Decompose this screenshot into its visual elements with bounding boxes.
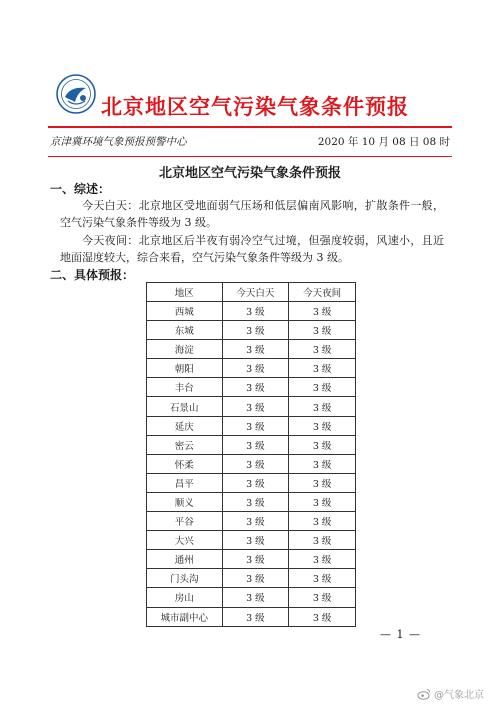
- table-row: [147, 492, 356, 511]
- cell-daytime-level: 3 级: [222, 531, 289, 550]
- table-row: [147, 569, 356, 588]
- table-row: [147, 512, 356, 531]
- column-header-night: 今天夜间: [289, 283, 356, 302]
- table-row: [147, 378, 356, 397]
- header-divider-top: [48, 126, 452, 128]
- table-row: [147, 454, 356, 473]
- cell-night-level: 3 级: [289, 492, 356, 511]
- cell-daytime-level: 3 级: [222, 302, 289, 321]
- cell-region: 丰台: [147, 378, 223, 397]
- cell-night-level: 3 级: [289, 588, 356, 607]
- watermark-text: @气象北京: [434, 690, 484, 701]
- cell-daytime-level: 3 级: [222, 607, 289, 626]
- cell-night-level: 3 级: [289, 607, 356, 626]
- cell-region: 朝阳: [147, 359, 223, 378]
- watermark: [417, 686, 484, 701]
- cell-night-level: 3 级: [289, 512, 356, 531]
- cell-night-level: 3 级: [289, 340, 356, 359]
- cell-daytime-level: 3 级: [222, 435, 289, 454]
- weibo-icon: [417, 688, 431, 700]
- cell-night-level: 3 级: [289, 569, 356, 588]
- cell-region: 海淀: [147, 340, 223, 359]
- cell-daytime-level: 3 级: [222, 588, 289, 607]
- cell-night-level: 3 级: [289, 378, 356, 397]
- table-row: [147, 340, 356, 359]
- banner-title: 北京地区空气污染气象条件预报: [101, 95, 409, 119]
- section-heading-summary: 一、综述：: [50, 182, 111, 196]
- table-row: [147, 588, 356, 607]
- cell-region: 昌平: [147, 473, 223, 492]
- cell-region: 门头沟: [147, 569, 223, 588]
- section-heading-forecast: 二、具体预报：: [50, 268, 135, 282]
- cell-daytime-level: 3 级: [222, 397, 289, 416]
- cell-region: 东城: [147, 321, 223, 340]
- cell-night-level: 3 级: [289, 550, 356, 569]
- cell-daytime-level: 3 级: [222, 512, 289, 531]
- table-row: [147, 302, 356, 321]
- forecast-table: [146, 282, 356, 627]
- issue-time: 2020 年 10 月 08 日 08 时: [317, 136, 450, 148]
- column-header-daytime: 今天白天: [222, 283, 289, 302]
- forecast-table-body: [147, 302, 356, 627]
- document-title: 北京地区空气污染气象条件预报: [158, 166, 341, 181]
- table-row: [147, 416, 356, 435]
- cell-region: 顺义: [147, 492, 223, 511]
- header-divider-bottom: [48, 156, 452, 157]
- cell-daytime-level: 3 级: [222, 550, 289, 569]
- cell-region: 西城: [147, 302, 223, 321]
- cell-region: 房山: [147, 588, 223, 607]
- column-header-region: 地区: [147, 283, 223, 302]
- cell-night-level: 3 级: [289, 435, 356, 454]
- cell-region: 城市副中心: [147, 607, 223, 626]
- table-row: [147, 321, 356, 340]
- cell-daytime-level: 3 级: [222, 492, 289, 511]
- cell-daytime-level: 3 级: [222, 569, 289, 588]
- table-row: [147, 435, 356, 454]
- table-row: [147, 397, 356, 416]
- cell-daytime-level: 3 级: [222, 416, 289, 435]
- cell-region: 怀柔: [147, 454, 223, 473]
- cell-daytime-level: 3 级: [222, 378, 289, 397]
- cell-night-level: 3 级: [289, 397, 356, 416]
- daytime-paragraph: 今天白天：北京地区受地面弱气压场和低层偏南风影响，扩散条件一般，空气污染气象条件等级为 3 级。: [60, 199, 444, 229]
- cell-region: 大兴: [147, 531, 223, 550]
- table-row: [147, 607, 356, 626]
- cell-night-level: 3 级: [289, 302, 356, 321]
- cell-night-level: 3 级: [289, 359, 356, 378]
- cell-region: 石景山: [147, 397, 223, 416]
- cell-region: 延庆: [147, 416, 223, 435]
- cell-daytime-level: 3 级: [222, 340, 289, 359]
- cell-night-level: 3 级: [289, 473, 356, 492]
- table-header-row: [147, 283, 356, 302]
- issuer-name: 京津冀环境气象预报预警中心: [50, 136, 187, 148]
- table-row: [147, 359, 356, 378]
- cell-night-level: 3 级: [289, 454, 356, 473]
- table-row: [147, 473, 356, 492]
- cell-night-level: 3 级: [289, 531, 356, 550]
- page-number: — 1 —: [380, 628, 421, 641]
- cell-night-level: 3 级: [289, 321, 356, 340]
- cell-daytime-level: 3 级: [222, 321, 289, 340]
- cell-night-level: 3 级: [289, 416, 356, 435]
- cell-daytime-level: 3 级: [222, 473, 289, 492]
- cell-region: 平谷: [147, 512, 223, 531]
- table-row: [147, 550, 356, 569]
- meteorological-center-logo-icon: [56, 74, 96, 114]
- cell-region: 密云: [147, 435, 223, 454]
- night-paragraph: 今天夜间：北京地区后半夜有弱冷空气过境，但强度较弱，风速小，且近地面湿度较大，综合来看，空气污染气象条件等级为 3 级。: [60, 234, 444, 264]
- cell-daytime-level: 3 级: [222, 359, 289, 378]
- cell-region: 通州: [147, 550, 223, 569]
- cell-daytime-level: 3 级: [222, 454, 289, 473]
- table-row: [147, 531, 356, 550]
